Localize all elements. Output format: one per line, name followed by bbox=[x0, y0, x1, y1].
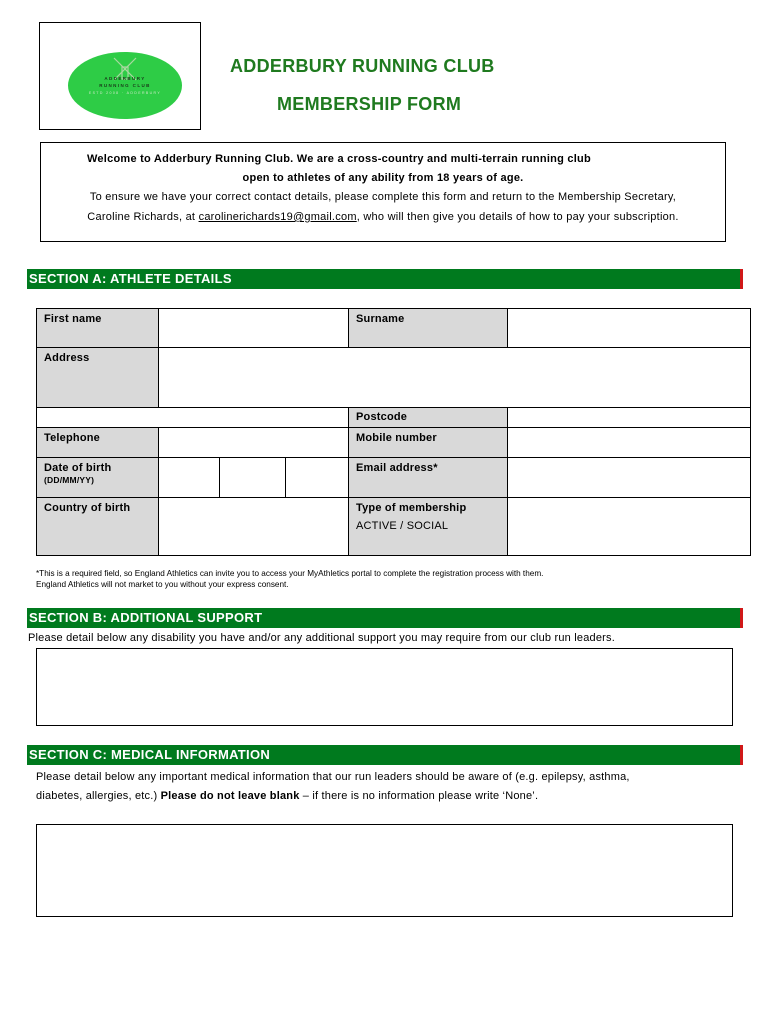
membership-options[interactable]: ACTIVE / SOCIAL bbox=[356, 520, 449, 532]
dob-label: Date of birth (DD/MM/YY) bbox=[37, 458, 159, 498]
section-a-header: SECTION A: ATHLETE DETAILS bbox=[27, 269, 743, 289]
section-b-header: SECTION B: ADDITIONAL SUPPORT bbox=[27, 608, 743, 628]
welcome-line-4-post: , who will then give you details of how to pay your subscription. bbox=[356, 211, 679, 223]
mobile-label: Mobile number bbox=[349, 428, 508, 458]
form-title: MEMBERSHIP FORM bbox=[277, 94, 462, 114]
telephone-label: Telephone bbox=[37, 428, 159, 458]
dob-month-field[interactable] bbox=[220, 458, 286, 498]
telephone-field[interactable] bbox=[159, 428, 349, 458]
welcome-line-4 bbox=[41, 211, 725, 223]
note-line-2: England Athletics will not market to you without your express consent. bbox=[36, 580, 289, 589]
welcome-line-4-pre: Caroline Richards, at bbox=[87, 211, 199, 223]
dob-year-field[interactable] bbox=[286, 458, 349, 498]
logo-line-1: ADDERBURY bbox=[104, 76, 146, 81]
country-label: Country of birth bbox=[37, 498, 159, 556]
address-label: Address bbox=[37, 348, 159, 408]
logo-line-2: RUNNING CLUB bbox=[99, 83, 151, 88]
surname-label: Surname bbox=[349, 309, 508, 348]
section-b-instructions: Please detail below any disability you have and/or any additional support you may require from our club run leaders. bbox=[28, 632, 615, 644]
required-field-note bbox=[36, 568, 543, 590]
first-name-field[interactable] bbox=[159, 309, 349, 348]
country-field[interactable] bbox=[159, 498, 349, 556]
welcome-line-1: Welcome to Adderbury Running Club. We are a cross-country and multi-terrain running club bbox=[86, 153, 591, 165]
surname-field[interactable] bbox=[508, 309, 751, 348]
medical-info-textarea[interactable] bbox=[36, 824, 733, 917]
club-title: ADDERBURY RUNNING CLUB bbox=[230, 56, 495, 76]
postcode-field[interactable] bbox=[508, 408, 751, 428]
logo-line-3: ESTD 2008 · ADDERBURY bbox=[88, 91, 162, 95]
email-label: Email address* bbox=[349, 458, 508, 498]
mobile-field[interactable] bbox=[508, 428, 751, 458]
dob-format: (DD/MM/YY) bbox=[44, 475, 95, 485]
email-field[interactable] bbox=[508, 458, 751, 498]
address-line-2-field[interactable] bbox=[37, 408, 349, 428]
secretary-email-link[interactable]: carolinerichards19@gmail.com bbox=[198, 211, 357, 223]
membership-label: Type of membership ACTIVE / SOCIAL bbox=[349, 498, 508, 556]
membership-field[interactable] bbox=[508, 498, 751, 556]
section-c-instructions-line-1: Please detail below any important medical information that our run leaders should be aware of (e.g. epilepsy, asthma, bbox=[36, 771, 630, 783]
address-field[interactable] bbox=[159, 348, 751, 408]
section-c-instructions-line-2: diabetes, allergies, etc.) Please do not leave blank – if there is no information please write ‘None’. bbox=[36, 790, 539, 802]
section-c-header: SECTION C: MEDICAL INFORMATION bbox=[27, 745, 743, 765]
postcode-label: Postcode bbox=[349, 408, 508, 428]
club-logo bbox=[68, 52, 182, 119]
first-name-label: First name bbox=[37, 309, 159, 348]
note-line-1: *This is a required field, so England Athletics can invite you to access your MyAthletics portal to complete the registration process with them. bbox=[36, 569, 544, 578]
dob-day-field[interactable] bbox=[159, 458, 220, 498]
do-not-leave-blank: Please do not leave blank bbox=[160, 790, 300, 802]
welcome-box bbox=[40, 142, 726, 242]
logo-frame bbox=[39, 22, 201, 130]
welcome-line-3: To ensure we have your correct contact details, please complete this form and return to the Membership Secretary, bbox=[89, 191, 677, 203]
additional-support-textarea[interactable] bbox=[36, 648, 733, 726]
athlete-details-table bbox=[36, 308, 751, 556]
welcome-line-2: open to athletes of any ability from 18 years of age. bbox=[242, 172, 524, 184]
